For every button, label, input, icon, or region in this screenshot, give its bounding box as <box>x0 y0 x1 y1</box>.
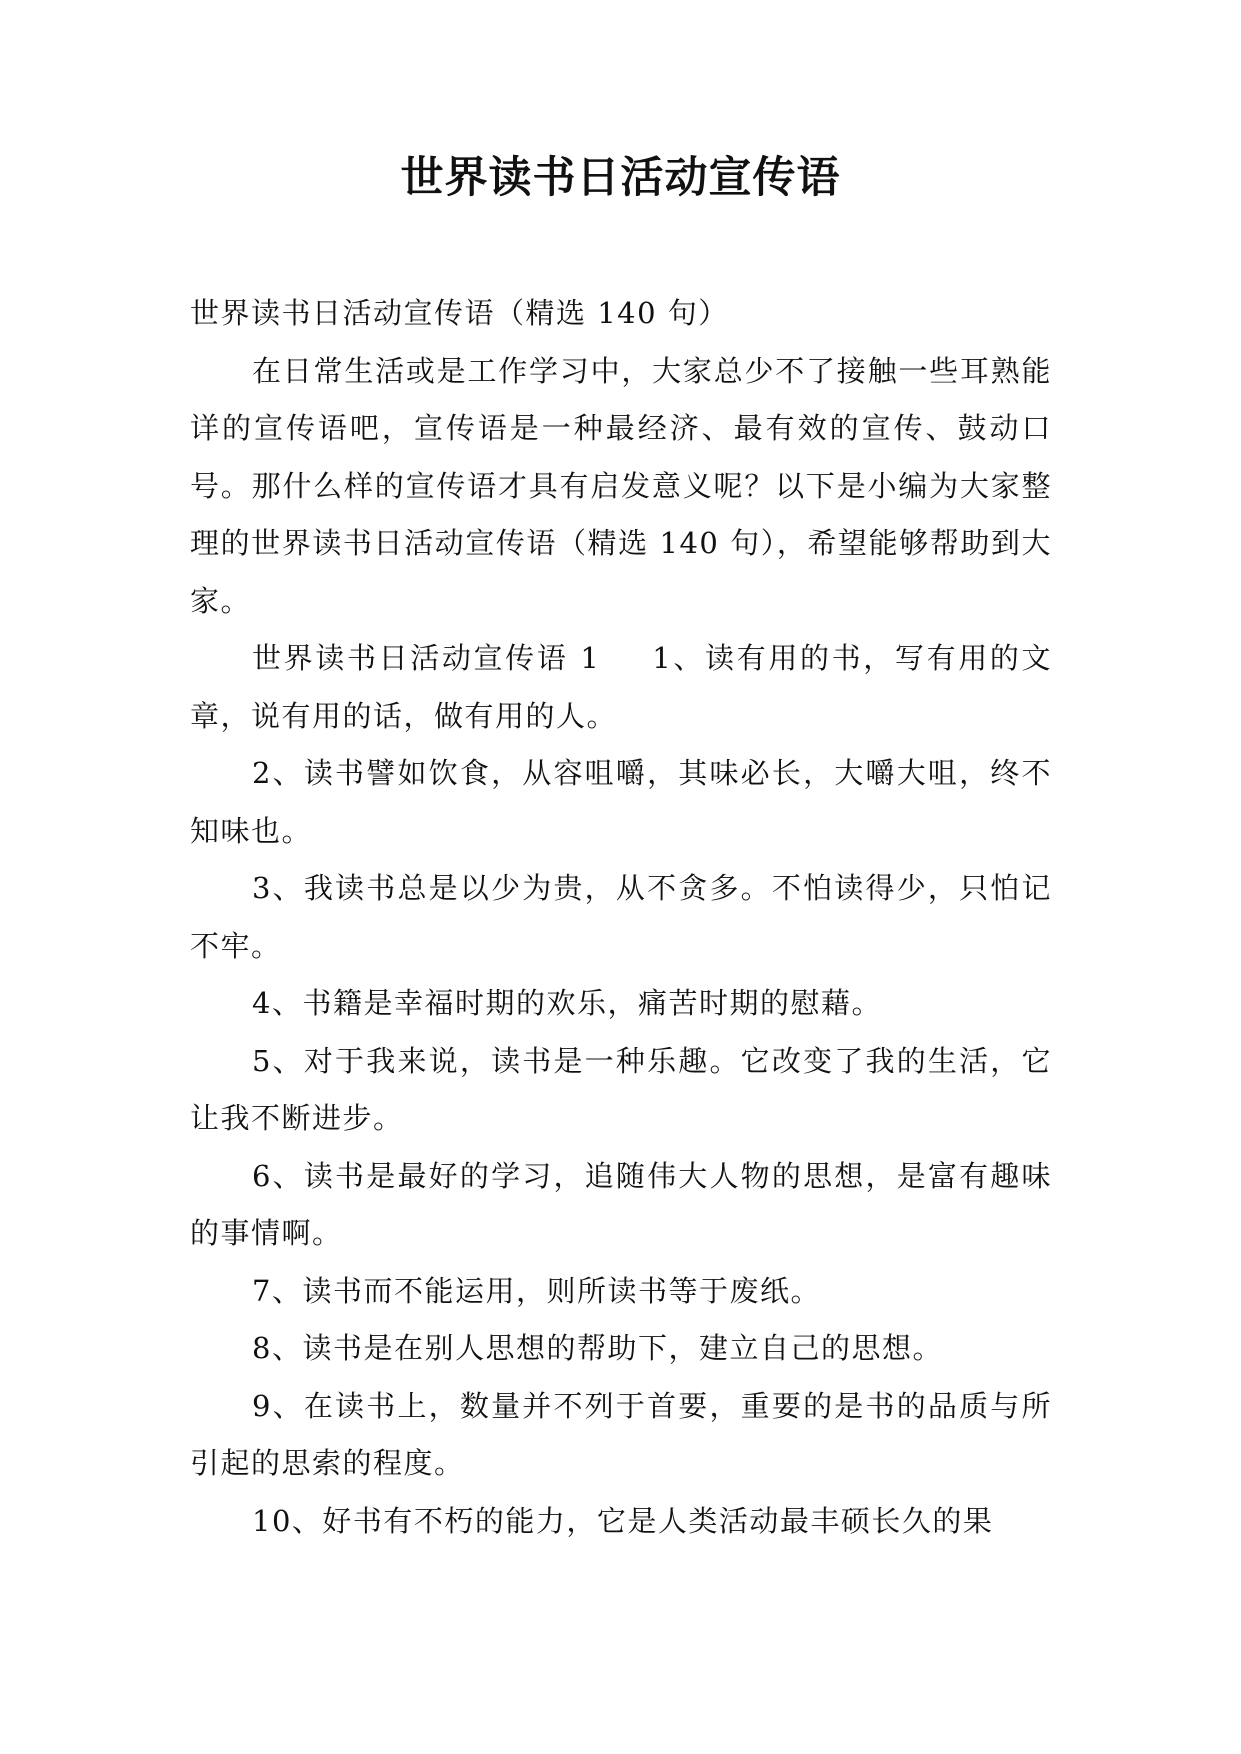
list-item: 9、在读书上，数量并不列于首要，重要的是书的品质与所引起的思索的程度。 <box>190 1388 1052 1480</box>
list-item: 8、读书是在别人思想的帮助下，建立自己的思想。 <box>252 1331 943 1365</box>
list-item: 4、书籍是幸福时期的欢乐，痛苦时期的慰藉。 <box>252 986 882 1020</box>
section-heading: 世界读书日活动宣传语 1 <box>252 641 601 675</box>
list-item: 1、读有用的书，写有用的文章，说有用的话，做有用的人。 <box>190 641 1053 733</box>
intro-paragraph: 在日常生活或是工作学习中，大家总少不了接触一些耳熟能详的宣传语吧，宣传语是一种最经济、最有效的宣传、鼓动口号。那什么样的宣传语才具有启发意义呢？以下是小编为大家整理的世界读书日活动宣传语（精选 140 句），希望能够帮助到大家。 <box>190 353 1052 618</box>
list-item: 3、我读书总是以少为贵，从不贪多。不怕读得少，只怕记不牢。 <box>190 871 1052 963</box>
document-title: 世界读书日活动宣传语 <box>400 153 841 203</box>
list-item: 10、好书有不朽的能力，它是人类活动最丰硕长久的果 <box>252 1503 994 1538</box>
list-item: 2、读书譬如饮食，从容咀嚼，其味必长，大嚼大咀，终不知味也。 <box>190 756 1052 848</box>
list-item: 5、对于我来说，读书是一种乐趣。它改变了我的生活，它让我不断进步。 <box>190 1043 1052 1135</box>
section-paragraph <box>190 630 1052 745</box>
subtitle: 世界读书日活动宣传语（精选 140 句） <box>190 296 729 330</box>
document-body <box>190 285 1052 1550</box>
list-item: 7、读书而不能运用，则所读书等于废纸。 <box>252 1273 821 1308</box>
list-item: 6、读书是最好的学习，追随伟大人物的思想，是富有趣味的事情啊。 <box>190 1158 1052 1250</box>
